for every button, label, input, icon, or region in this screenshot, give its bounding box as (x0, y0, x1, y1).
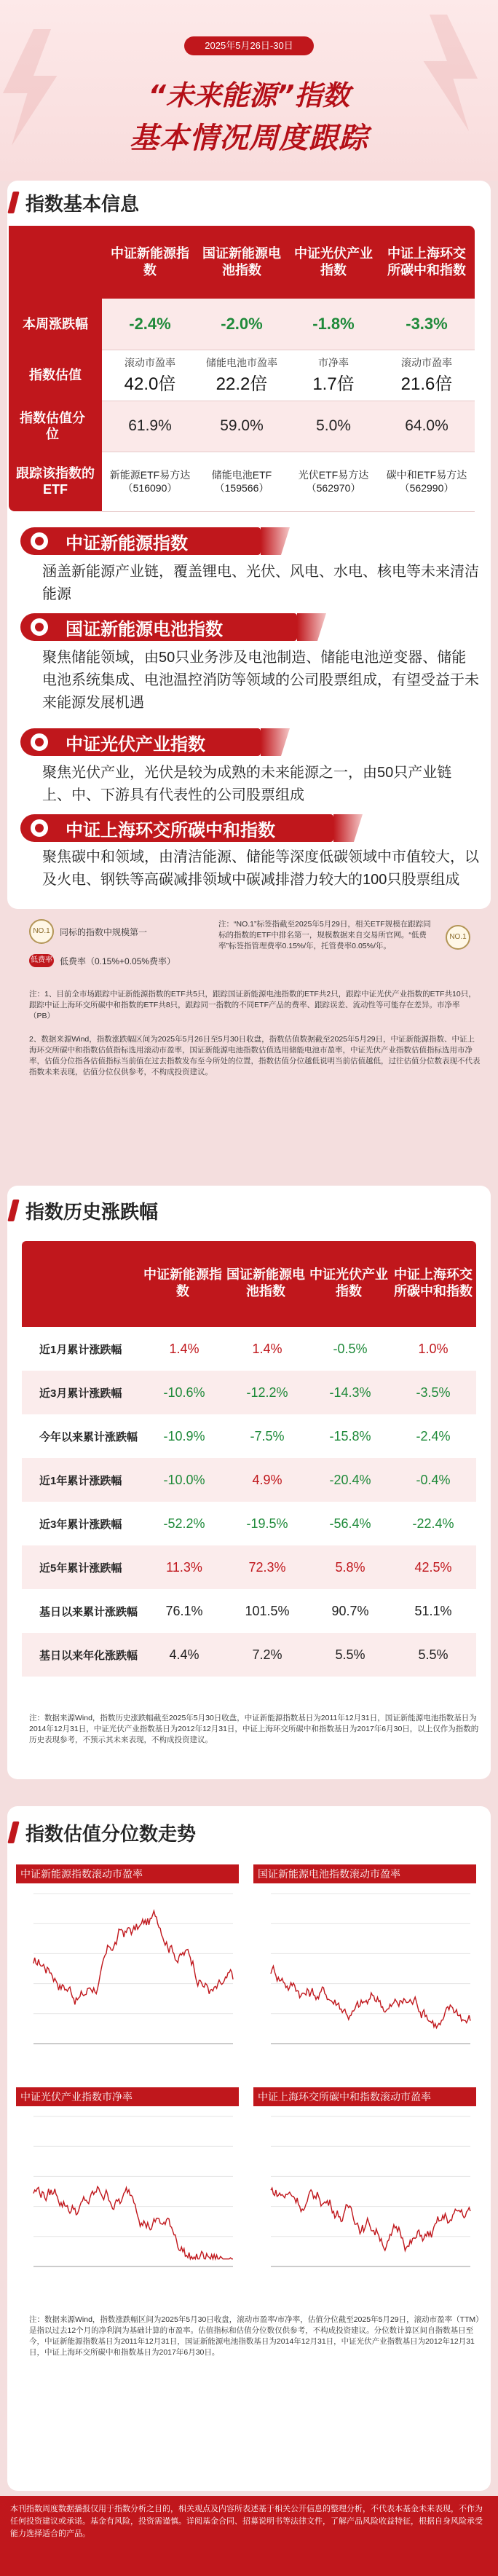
history-value: -15.8% (329, 1428, 371, 1443)
valuation-line-chart (253, 2106, 476, 2299)
history-value: 7.2% (252, 1647, 282, 1662)
history-value: -19.5% (246, 1516, 288, 1531)
history-value: 5.8% (335, 1559, 365, 1575)
legend-no1: NO.1 同标的指数中规模第一 (29, 919, 147, 944)
row-label: 今年以来累计涨跌幅 (39, 1430, 138, 1443)
index-description: 涵盖新能源产业链，覆盖锂电、光伏、风电、水电、核电等未来清洁能源 (42, 564, 479, 602)
no1-badge-icon: NO.1 (446, 925, 476, 950)
chart-title: 中证新能源指数滚动市盈率 (16, 1864, 239, 1883)
history-value: -10.9% (163, 1428, 205, 1443)
history-value: 42.5% (414, 1559, 452, 1575)
history-value: -3.5% (416, 1384, 451, 1400)
history-value: 1.0% (418, 1341, 448, 1356)
percentile-value: 59.0% (220, 417, 264, 434)
chart-title: 中证上海环交所碳中和指数滚动市盈率 (253, 2087, 476, 2106)
history-value: -22.4% (412, 1516, 454, 1531)
footnote: 注：数据来源Wind，指数历史涨跌幅截至2025年5月30日收盘，中证新能源指数基日为2011年12月31日，国证新能源电池指数基日为2014年12月31日，中证光伏产业指数基日为2012年12月31日，中证上海环交所碳中和指数基日为2017年6月30日，以上仅作为指数的历史表现参考，不预示其未来表现，不构成投资建议。 (29, 1714, 479, 1744)
history-value: 5.5% (335, 1647, 365, 1662)
disclaimer-footer: 本刊指数周度数据播报仅用于指数分析之目的，相关观点及内容所表述基于相关公开信息的整理分析，不代表本基金未来表现，不作为任何投资建议或承诺。基金有风险，投资需谨慎。详阅基金合同、招募说明书等法律文件，了解产品风险收益特征，根据自身风险承受能力选择适合的产品。 (0, 2496, 498, 2576)
chart-title: 中证光伏产业指数市净率 (16, 2087, 239, 2106)
history-value: -10.0% (163, 1472, 205, 1487)
footnote: 2、数据来源Wind，指数涨跌幅区间为2025年5月26日至5月30日收盘，指数估值数据截至2025年5月29日，中证新能源指数、中证上海环交所碳中和指数估值指标选用滚动市盈率，国证新能源电池指数估值选用储能电池市盈率，中证光伏产业指数估值指标选用市净率，估值分位指各估值指标当前值在过去指数发布至今所处的位置，指数估值分位越低说明当前估值越低，过往估值分位数表现不代表指数未来表现，估值分位仅供参考，不构成投资建议。 (29, 1035, 481, 1076)
footnote: 注：数据来源Wind，指数涨跌幅区间为2025年5月30日收盘，滚动市盈率/市净率，估值分位截至2025年5月29日，滚动市盈率（TTM）是指以过去12个月的净利润为基础计算的市盈率。估值指标和估值分位数仅供参考，不构成投资建议。分位数计算区间自指数基日至今，中证新能源指数基日为2011年12月31日，国证新能源电池指数基日为2014年12月31日，中证光伏产业指数基日为2012年12月31日，中证上海环交所碳中和指数基日为2017年6月30日。 (29, 2315, 480, 2357)
index-tag-solar: 中证光伏产业指数 (20, 728, 261, 756)
row-label: 跟踪该指数的ETF (16, 466, 95, 497)
history-value: 51.1% (414, 1603, 452, 1618)
column-header: 中证新能源指数 (143, 1267, 222, 1299)
valuation-cell: 储能电池市盈率 22.2倍 (206, 356, 277, 394)
hero-title-line1: “未来能源”指数 (148, 79, 350, 111)
valuation-series-line (33, 2186, 233, 2258)
index-tag-carbon-neutral: 中证上海环交所碳中和指数 (20, 814, 333, 842)
valuation-cell: 市净率 1.7倍 (312, 356, 355, 394)
valuation-line-chart (16, 1883, 239, 2076)
hero-banner (0, 0, 498, 181)
etf-link[interactable]: 光伏ETF易方达 （562970） (298, 469, 369, 494)
no1-badge-icon: NO.1 (29, 919, 54, 944)
history-value: -14.3% (329, 1384, 371, 1400)
percentile-value: 64.0% (405, 417, 448, 434)
section-title: 指数基本信息 (10, 188, 139, 217)
row-label: 基日以来累计涨跌幅 (39, 1605, 138, 1618)
low-fee-badge-icon: 低费率 (29, 954, 54, 967)
column-header: 中证光伏产业指数 (294, 246, 373, 277)
valuation-cell: 滚动市盈率 21.6倍 (400, 356, 453, 394)
chart-title: 国证新能源电池指数滚动市盈率 (253, 1864, 476, 1883)
history-value: 1.4% (169, 1341, 199, 1356)
row-label: 近3月累计涨跌幅 (39, 1387, 122, 1400)
history-value: -20.4% (329, 1472, 371, 1487)
bullet-icon (31, 532, 48, 550)
row-label: 近3年累计涨跌幅 (39, 1518, 122, 1531)
weekly-change-value: -2.0% (221, 315, 263, 333)
valuation-chart (16, 1864, 239, 2076)
history-value: -12.2% (246, 1384, 288, 1400)
valuation-chart (253, 1864, 476, 2076)
row-label: 近1年累计涨跌幅 (39, 1474, 122, 1487)
index-tag-battery: 国证新能源电池指数 (20, 613, 297, 641)
date-range-badge: 2025年5月26日-30日 (184, 36, 314, 55)
legend-note: 注：“NO.1”标签指截至2025年5月29日，相关ETF规模在跟踪同标的指数的ETF中排名第一，规模数据来自交易所官网。“低费率”标签指管理费率0.15%/年，托管费率0.05%/年。 (218, 920, 431, 950)
valuation-line-chart (253, 1883, 476, 2076)
percentile-value: 61.9% (128, 417, 172, 434)
section-title: 指数历史涨跌幅 (10, 1196, 158, 1225)
row-label: 近1月累计涨跌幅 (39, 1343, 122, 1356)
section-title: 指数估值分位数走势 (10, 1818, 196, 1847)
index-description: 聚焦碳中和领域，由清洁能源、储能等深度低碳领域中市值较大，以及火电、钢铁等高碳减排领域中碳减排潜力较大的100只股票组成 (42, 849, 479, 888)
weekly-change-value: -3.3% (406, 315, 448, 333)
index-tag-new-energy: 中证新能源指数 (20, 527, 261, 555)
valuation-chart (253, 2087, 476, 2299)
weekly-change-value: -2.4% (129, 315, 171, 333)
legend-low-fee: 低费率 低费率（0.15%+0.05%费率） (29, 954, 175, 967)
history-value: 4.4% (169, 1647, 199, 1662)
etf-link[interactable]: 新能源ETF易方达 （516090） (109, 469, 191, 494)
index-description: 聚焦光伏产业，光伏是较为成熟的未来能源之一，由50只产业链上、中、下游具有代表性的公司股票组成 (42, 765, 452, 803)
valuation-series-line (33, 1911, 233, 2005)
bullet-icon (31, 618, 48, 636)
history-value: 5.5% (418, 1647, 448, 1662)
row-label: 指数估值 (29, 368, 82, 382)
history-value: -0.5% (333, 1341, 368, 1356)
history-value: 72.3% (248, 1559, 286, 1575)
history-value: -10.6% (163, 1384, 205, 1400)
valuation-line-chart (16, 2106, 239, 2299)
history-value: 1.4% (252, 1341, 282, 1356)
history-value: 90.7% (331, 1603, 369, 1618)
column-header: 中证上海环交所碳中和指数 (394, 1267, 473, 1299)
column-header: 中证光伏产业指数 (309, 1267, 388, 1299)
bullet-icon (31, 819, 48, 837)
history-value: 76.1% (165, 1603, 203, 1618)
valuation-chart (16, 2087, 239, 2299)
history-value: -52.2% (163, 1516, 205, 1531)
history-value: -56.4% (329, 1516, 371, 1531)
column-header: 国证新能源电池指数 (202, 246, 281, 277)
row-label: 近5年累计涨跌幅 (39, 1561, 122, 1575)
bullet-icon (31, 733, 48, 751)
row-label: 本周涨跌幅 (23, 317, 88, 331)
history-value: -0.4% (416, 1472, 451, 1487)
column-header: 国证新能源电池指数 (226, 1267, 305, 1299)
weekly-change-value: -1.8% (312, 315, 355, 333)
history-value: 4.9% (252, 1472, 282, 1487)
history-value: 101.5% (245, 1603, 290, 1618)
row-label: 基日以来年化涨跌幅 (39, 1649, 138, 1662)
valuation-series-line (271, 2188, 470, 2250)
history-value: -2.4% (416, 1428, 451, 1443)
history-value: -7.5% (250, 1428, 285, 1443)
percentile-value: 5.0% (316, 417, 351, 434)
etf-link[interactable]: 碳中和ETF易方达 （562990） (386, 469, 467, 494)
history-value: 11.3% (166, 1559, 202, 1575)
valuation-series-line (271, 1966, 470, 2028)
etf-link[interactable]: 储能电池ETF （159566） (211, 469, 272, 494)
row-label: 指数估值分位 (20, 411, 85, 441)
footnote: 注：1、目前全市场跟踪中证新能源指数的ETF共5只，跟踪国证新能源电池指数的ETF共2只，跟踪中证光伏产业指数的ETF共10只，跟踪中证上海环交所碳中和指数的ETF共8只，跟踪同一指数的不同ETF产品的费率、跟踪误差、流动性等可能存在差异。市净率（PB） (29, 990, 476, 1020)
column-header: 中证新能源指数 (111, 246, 189, 277)
valuation-cell: 滚动市盈率 42.0倍 (124, 356, 176, 394)
hero-title-line2: 基本情况周度跟踪 (130, 122, 368, 155)
index-description: 聚焦储能领域，由50只业务涉及电池制造、储能电池逆变器、储能电池系统集成、电池温控消防等领域的公司股票组成，有望受益于未来能源发展机遇 (42, 650, 479, 711)
column-header: 中证上海环交所碳中和指数 (387, 246, 466, 277)
